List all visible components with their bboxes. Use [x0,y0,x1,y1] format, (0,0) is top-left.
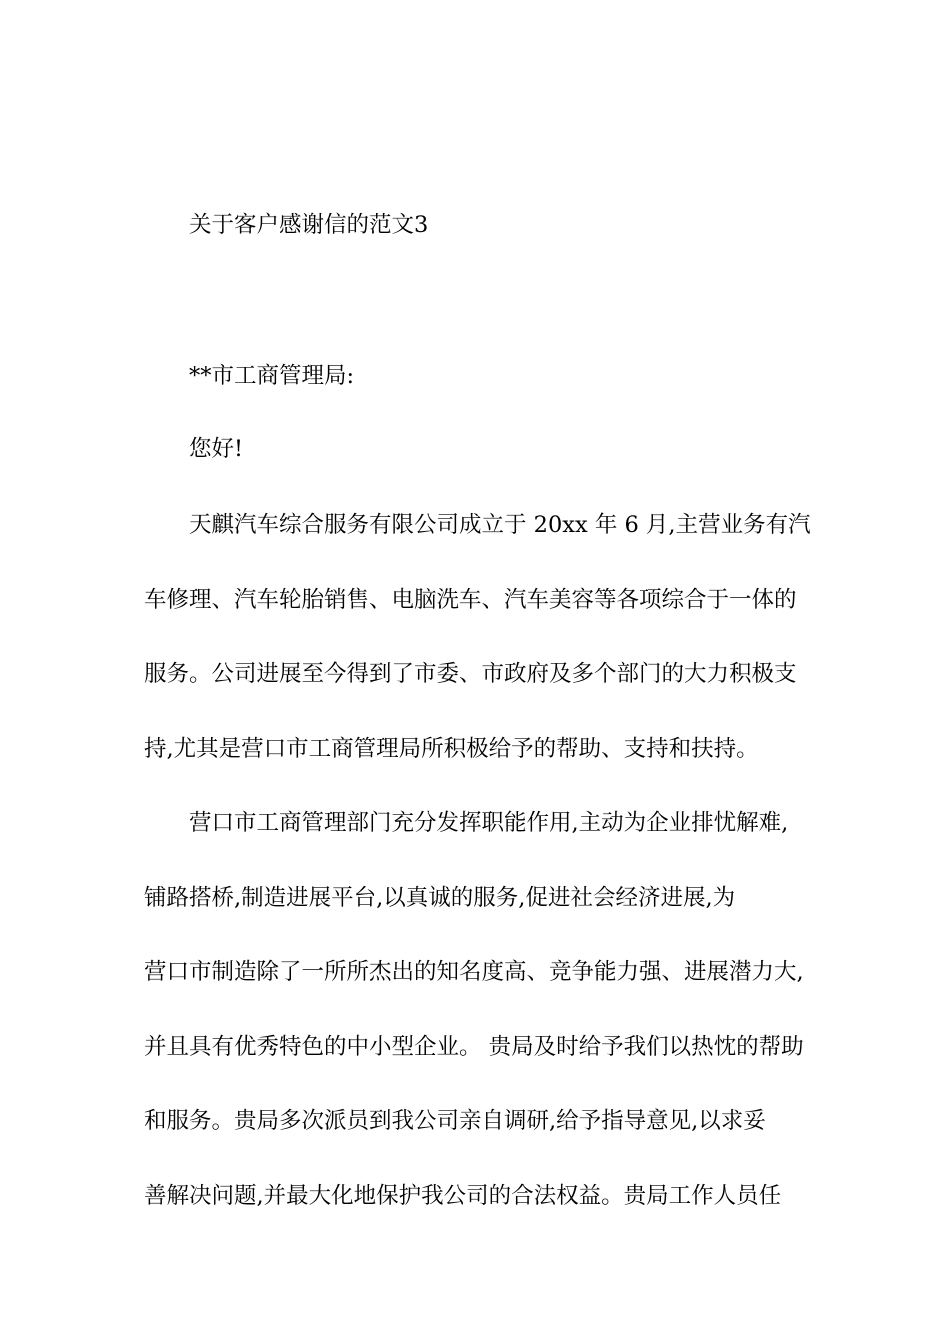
paragraph-2-line-5: 和服务。贵局多次派员到我公司亲自调研,给予指导意见,以求妥 [144,1108,766,1134]
paragraph-1-line-2: 车修理、汽车轮胎销售、电脑洗车、汽车美容等各项综合于一体的 [144,587,797,613]
paragraph-2-line-2: 铺路搭桥,制造进展平台,以真诚的服务,促进社会经济进展,为 [144,885,736,911]
paragraph-1-line-4: 持,尤其是营口市工商管理局所积极给予的帮助、支持和扶持。 [144,736,759,762]
paragraph-2-line-1: 营口市工商管理部门充分发挥职能作用,主动为企业排忧解难, [189,810,789,836]
greeting: 您好! [189,436,244,462]
salutation: **市工商管理局: [189,363,355,389]
paragraph-2-line-3: 营口市制造除了一所所杰出的知名度高、竞争能力强、进展潜力大, [144,959,804,985]
paragraph-1-line-1: 天麒汽车综合服务有限公司成立于 20xx 年 6 月,主营业务有汽 [189,512,811,538]
paragraph-2-line-4: 并且具有优秀特色的中小型企业。 贵局及时给予我们以热忱的帮助 [144,1034,804,1060]
paragraph-2-line-6: 善解决问题,并最大化地保护我公司的合法权益。贵局工作人员任 [144,1183,782,1209]
document-title: 关于客户感谢信的范文3 [189,212,429,238]
paragraph-1-line-3: 服务。公司进展至今得到了市委、市政府及多个部门的大力积极支 [144,661,797,687]
